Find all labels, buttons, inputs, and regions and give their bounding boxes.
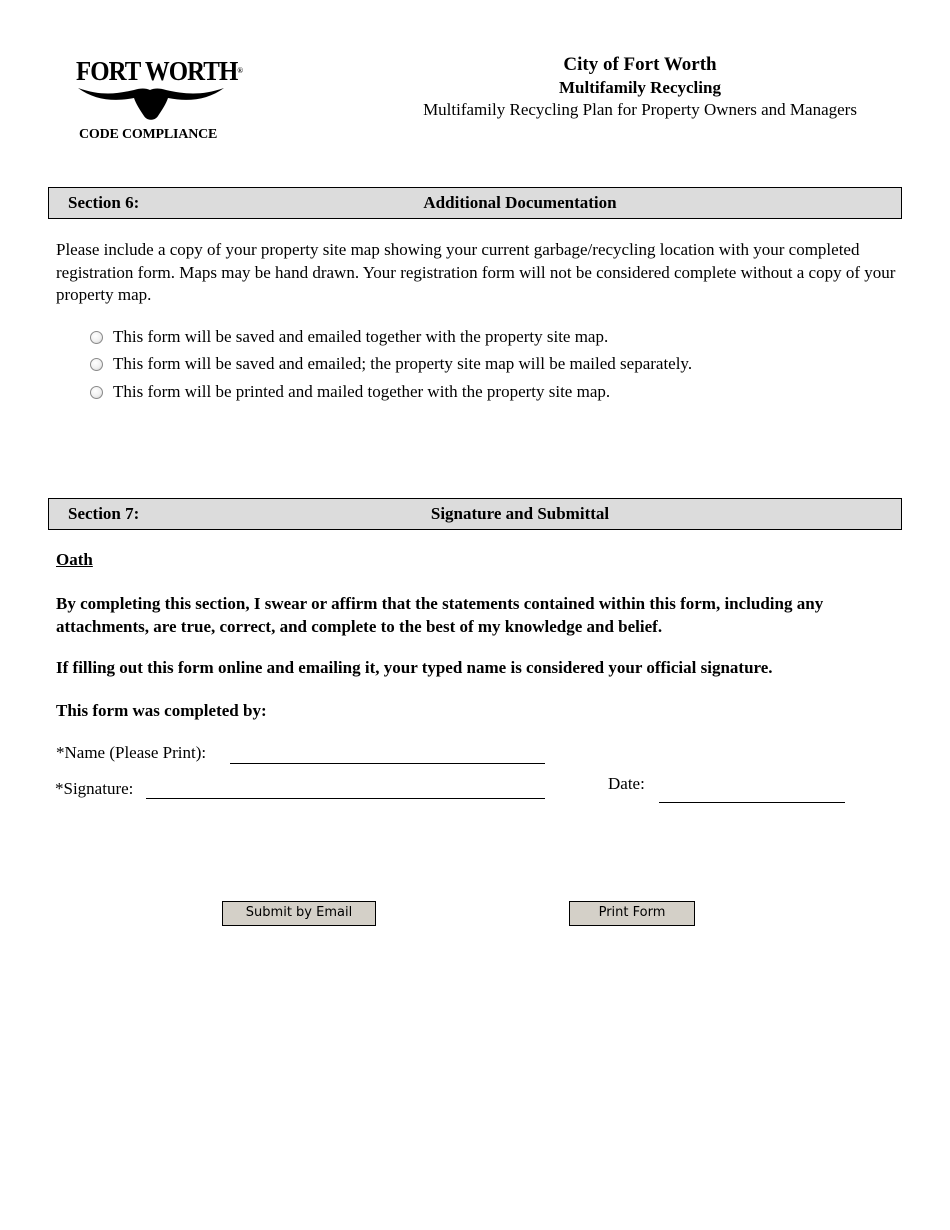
radio-button[interactable] xyxy=(90,358,103,371)
name-label: *Name (Please Print): xyxy=(56,743,207,762)
oath-heading: Oath xyxy=(56,550,93,569)
radio-label: This form will be printed and mailed together with the property site map. xyxy=(113,382,611,401)
signature-label: *Signature: xyxy=(55,779,134,798)
fort-worth-logo xyxy=(76,56,242,146)
signature-input[interactable] xyxy=(146,776,545,799)
section-6-number: Section 6: xyxy=(68,193,140,212)
radio-button[interactable] xyxy=(90,386,103,399)
date-label: Date: xyxy=(608,774,645,793)
logo-title: FORT WORTH xyxy=(76,56,238,86)
header-program: Multifamily Recycling xyxy=(559,78,721,97)
radio-label: This form will be saved and emailed; the property site map will be mailed separately. xyxy=(113,354,693,373)
section-7-number: Section 7: xyxy=(68,504,140,523)
section-6-instructions: Please include a copy of your property site map showing your current garbage/recycling location with your completed registration form. Maps may be hand drawn. Your registration form will not be considered complete without a copy of your property map. xyxy=(56,240,896,304)
section-6-header xyxy=(48,187,902,219)
print-form-button[interactable]: Print Form xyxy=(569,901,695,926)
completed-by-label: This form was completed by: xyxy=(56,701,267,720)
logo-subtitle: CODE COMPLIANCE xyxy=(79,127,218,142)
section-7-header xyxy=(48,498,902,530)
section-6-title: Additional Documentation xyxy=(423,193,617,212)
date-input[interactable] xyxy=(659,780,845,803)
header-plan-title: Multifamily Recycling Plan for Property Owners and Managers xyxy=(423,100,857,119)
longhorn-icon xyxy=(76,82,226,124)
radio-button[interactable] xyxy=(90,331,103,344)
submit-by-email-button[interactable]: Submit by Email xyxy=(222,901,376,926)
radio-label: This form will be saved and emailed together with the property site map. xyxy=(113,327,609,346)
online-signature-note: If filling out this form online and emailing it, your typed name is considered your official signature. xyxy=(56,658,773,677)
header-city: City of Fort Worth xyxy=(563,54,717,75)
section-7-title: Signature and Submittal xyxy=(430,504,610,523)
name-input[interactable] xyxy=(230,741,545,764)
logo-registered-mark: ® xyxy=(237,66,242,75)
oath-statement: By completing this section, I swear or affirm that the statements contained within this form, including any attachments, are true, correct, and complete to the best of my knowledge and belief. xyxy=(56,594,824,636)
